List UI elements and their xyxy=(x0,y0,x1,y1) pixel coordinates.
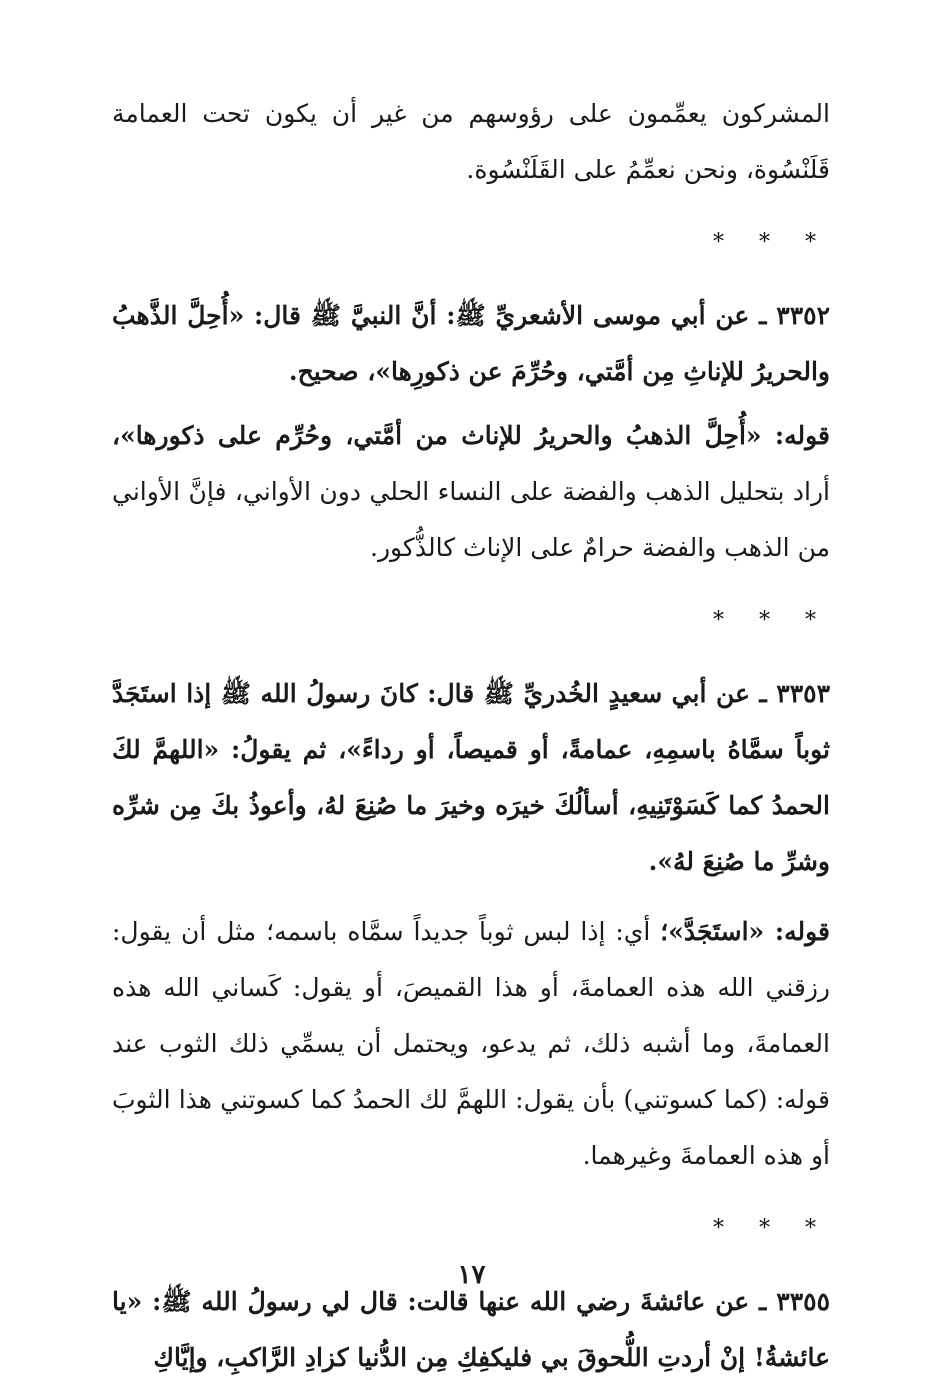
section-separator: * * * xyxy=(713,608,830,633)
section-separator: * * * xyxy=(713,230,830,255)
hadith-3353: ٣٣٥٣ ـ عن أبي سعيدٍ الخُدريِّ ﷺ قال: كانَ رسولُ الله ﷺ إذا استَجَدَّ ثوباً سمَّاهُ باسمِهِ، عمامةً، أو قميصاً، أو رداءً»، ثم يقولُ: «اللهمَّ لكَ الحمدُ كما كَسَوْتَنِيهِ، أسألُكَ خيرَه وخيرَ ما صُنِعَ لهُ، وأعوذُ بكَ مِن شرِّه وشرِّ ما صُنِعَ لهُ». xyxy=(112,679,830,876)
hadith-3352: ٣٣٥٢ ـ عن أبي موسى الأشعريِّ ﷺ: أنَّ النبيَّ ﷺ قال: «أُحِلَّ الذَّهبُ والحريرُ للإناثِ مِن أمَّتي، وحُرِّمَ عن ذكورِها»، صحيح. xyxy=(112,301,830,386)
page-number: ١٧ xyxy=(457,1260,486,1290)
paragraph-continuation: المشركون يعمِّمون على رؤوسهم من غير أن يكون تحت العمامة قَلَنْسُوة، ونحن نعمِّمُ على القَلَنْسُوة. xyxy=(112,99,830,184)
commentary-3352-text: أراد بتحليل الذهب والفضة على النساء الحلي دون الأواني، فإنَّ الأواني من الذهب والفضة حرامٌ على الإناث كالذُّكور. xyxy=(112,477,830,562)
commentary-3353-text: أي: إذا لبس ثوباً جديداً سمَّاه باسمه؛ مثل أن يقول: رزقني الله هذه العمامةَ، أو هذا القميصَ، أو يقول: كَساني الله هذه العمامةَ، وما أشبه ذلك، ثم يدعو، ويحتمل أن يسمِّي ذلك الثوب عند قوله: (كما كسوتني) بأن يقول: اللهمَّ لك الحمدُ كما كسوتني هذا الثوبَ أو هذه العمامةَ وغيرهما. xyxy=(112,917,830,1170)
commentary-3353-lead: قوله: «استَجَدَّ»؛ xyxy=(660,917,830,946)
commentary-3352 xyxy=(112,408,830,576)
hadith-3355: ٣٣٥٥ ـ عن عائشةَ رضي الله عنها قالت: قال لي رسولُ الله ﷺ: «يا عائشةُ! إنْ أردتِ اللُّحوقَ بي فليكفِكِ مِن الدُّنيا كزادِ الرَّاكبِ، وإيَّاكِ xyxy=(112,1287,830,1372)
page-body xyxy=(112,86,830,1386)
commentary-3353 xyxy=(112,904,830,1184)
commentary-3352-lead: قوله: «أُحِلَّ الذهبُ والحريرُ للإناث من أمَّتي، وحُرِّم على ذكورها»، xyxy=(112,421,830,450)
section-separator: * * * xyxy=(713,1216,830,1241)
